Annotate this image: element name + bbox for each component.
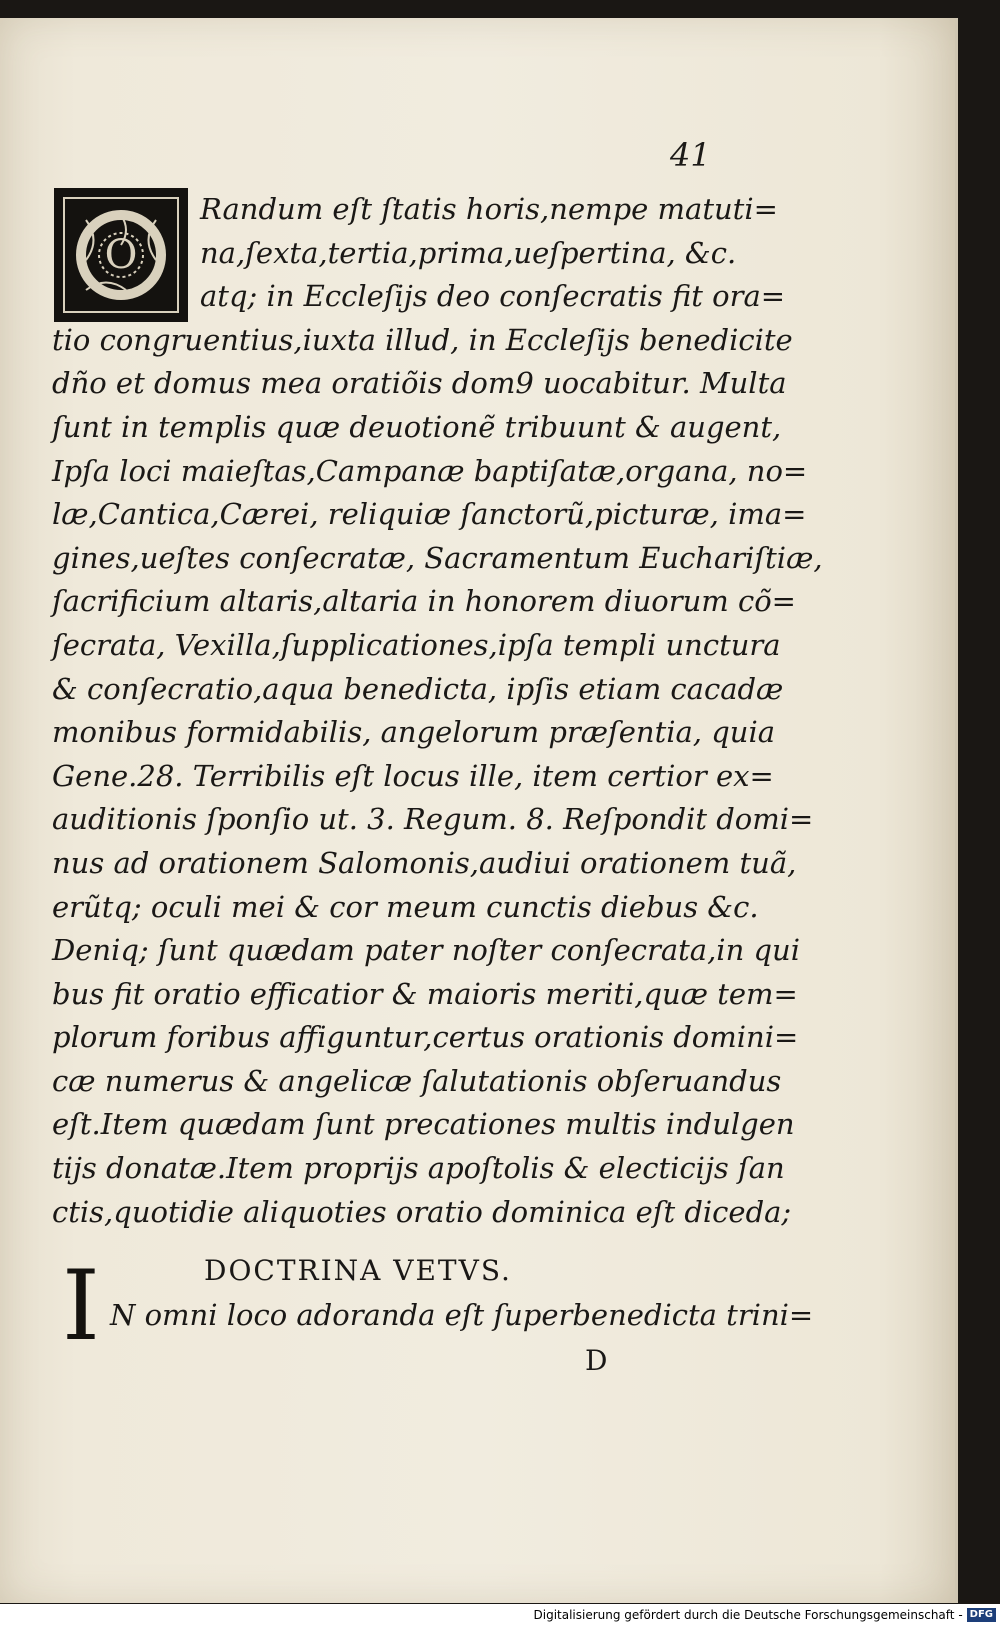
text-line: Randum eſt ſtatis horis,nempe matuti= bbox=[200, 192, 778, 226]
text-line: Gene.28. Terribilis eſt locus ille, item certior ex= bbox=[52, 758, 774, 793]
text-line-last: N omni loco adoranda eſt ſuperbenedicta trini= bbox=[110, 1298, 814, 1332]
text-line: auditionis ſponſio ut. 3. Regum. 8. Reſpondit domi= bbox=[52, 802, 814, 837]
initial-letter: O bbox=[104, 232, 138, 278]
text-line: & conſecratio,aqua benedicta, ipſis etiam cacadæ bbox=[52, 671, 784, 706]
text-line: eſt.Item quædam ſunt precationes multis indulgen bbox=[52, 1107, 795, 1142]
page-number: 41 bbox=[670, 136, 711, 174]
text-line: ſacrificium altaris,altaria in honorem diuorum cõ= bbox=[52, 584, 796, 619]
text-line: cæ numerus & angelicæ ſalutationis obſeruandus bbox=[52, 1063, 782, 1098]
text-line: tijs donatæ.Item proprijs apoſtolis & electicijs ſan bbox=[52, 1151, 785, 1186]
text-line: atq; in Eccleſijs deo conſecratis fit ora= bbox=[200, 279, 786, 314]
text-line: nus ad orationem Salomonis,audiui orationem tuã, bbox=[52, 845, 797, 880]
text-line: bus fit oratio efficatior & maioris meriti,quæ tem= bbox=[52, 976, 798, 1011]
text-line: monibus formidabilis, angelorum præſentia, quia bbox=[52, 715, 776, 750]
text-line: ſunt in templis quæ deuotionẽ tribuunt & augent, bbox=[52, 409, 782, 444]
text-line: læ,Cantica,Cærei, reliquiæ ſanctorũ,picturæ, ima= bbox=[52, 497, 807, 532]
section-heading: DOCTRINA VETVS. bbox=[204, 1254, 512, 1287]
text-line: Deniq; ſunt quædam pater noſter conſecrata,in qui bbox=[52, 933, 800, 968]
text-line: ctis,quotidie aliquoties oratio dominica eſt diceda; bbox=[52, 1194, 792, 1229]
text-line: plorum foribus affiguntur,certus orationis domini= bbox=[52, 1020, 799, 1055]
body-text bbox=[52, 188, 823, 1234]
signature-mark: D bbox=[585, 1344, 608, 1377]
text-line: erũtq; oculi mei & cor meum cunctis diebus &c. bbox=[52, 889, 759, 924]
drop-cap: I bbox=[62, 1250, 100, 1362]
text-line: na,ſexta,tertia,prima,ueſpertina, &c. bbox=[200, 235, 737, 270]
footer-bar bbox=[0, 1604, 1000, 1626]
text-line: Ipſa loci maieſtas,Campanæ baptiſatæ,organa, no= bbox=[52, 453, 808, 488]
footer-credit: Digitalisierung gefördert durch die Deutsche Forschungsgemeinschaft - bbox=[533, 1608, 963, 1622]
text-line: gines,ueſtes conſecratæ, Sacramentum Euchariſtiæ, bbox=[52, 540, 823, 575]
text-line: ſecrata, Vexilla,ſupplicationes,ipſa templi unctura bbox=[52, 627, 781, 662]
text-line: dño et domus mea oratiõis dom9 uocabitur. Multa bbox=[52, 366, 787, 401]
dfg-logo[interactable]: DFG bbox=[967, 1608, 996, 1622]
text-line: tio congruentius,iuxta illud, in Eccleſijs benedicite bbox=[52, 322, 793, 357]
book-page bbox=[0, 18, 958, 1603]
